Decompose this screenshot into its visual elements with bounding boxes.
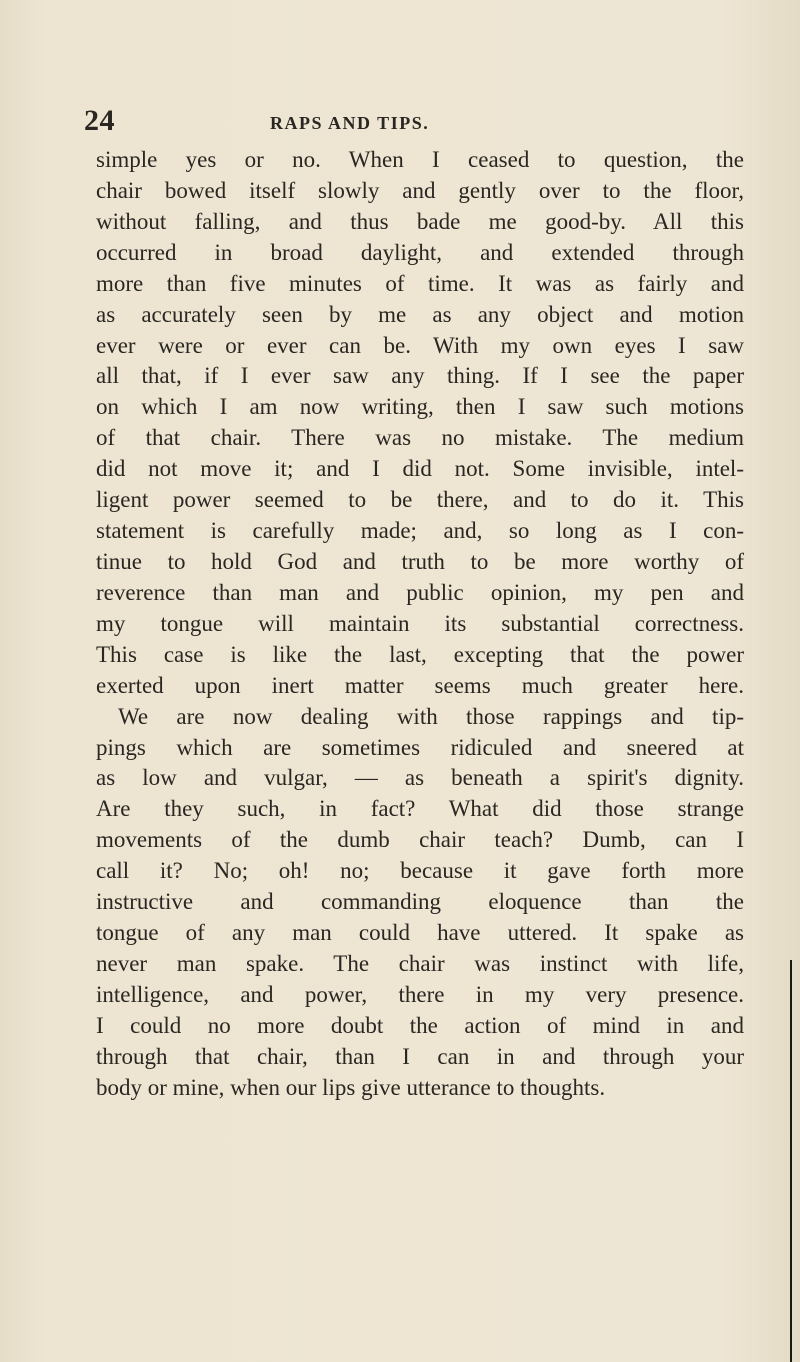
- page-header: [0, 104, 800, 144]
- text-line: movements of the dumb chair teach? Dumb, can I: [96, 827, 744, 853]
- text-line: Are they such, in fact? What did those strange: [96, 796, 744, 822]
- text-line: did not move it; and I did not. Some invisible, intel-: [96, 456, 744, 482]
- text-line: without falling, and thus bade me good-by. All this: [96, 208, 744, 234]
- text-line: exerted upon inert matter seems much greater here.: [96, 672, 744, 698]
- text-line: call it? No; oh! no; because it gave forth more: [96, 858, 744, 884]
- text-line: We are now dealing with those rappings and tip-: [118, 703, 744, 729]
- text-line: tongue of any man could have uttered. It spake as: [96, 920, 744, 946]
- text-line: pings which are sometimes ridiculed and sneered at: [96, 734, 744, 760]
- text-line: reverence than man and public opinion, my pen and: [96, 579, 744, 605]
- text-line: This case is like the last, excepting that the power: [96, 641, 744, 667]
- text-line: intelligence, and power, there in my very presence.: [96, 981, 744, 1007]
- text-line: instructive and commanding eloquence than the: [96, 889, 744, 915]
- text-line: occurred in broad daylight, and extended through: [96, 239, 744, 265]
- page-edge-line: [790, 960, 792, 1362]
- text-line: of that chair. There was no mistake. The medium: [96, 425, 744, 451]
- text-line: ligent power seemed to be there, and to do it. This: [96, 487, 744, 513]
- text-line: all that, if I ever saw any thing. If I see the paper: [96, 363, 744, 389]
- body-text: [96, 145, 744, 1104]
- text-line: as low and vulgar, — as beneath a spirit's dignity.: [96, 765, 744, 791]
- text-line: tinue to hold God and truth to be more worthy of: [96, 548, 744, 574]
- running-head: RAPS AND TIPS.: [270, 113, 430, 133]
- text-line: never man spake. The chair was instinct with life,: [96, 950, 744, 976]
- text-line: through that chair, than I can in and through your: [96, 1043, 744, 1069]
- text-line: on which I am now writing, then I saw such motions: [96, 394, 744, 420]
- text-line: simple yes or no. When I ceased to question, the: [96, 147, 744, 172]
- text-line: body or mine, when our lips give utterance to thoughts.: [96, 1074, 606, 1100]
- text-line: statement is carefully made; and, so long as I con-: [96, 518, 744, 544]
- page-number: 24: [84, 104, 115, 137]
- text-line: I could no more doubt the action of mind in and: [96, 1012, 744, 1038]
- text-line: as accurately seen by me as any object and motion: [96, 301, 744, 327]
- text-line: my tongue will maintain its substantial correctness.: [96, 610, 744, 636]
- text-line: more than five minutes of time. It was as fairly and: [96, 270, 744, 296]
- text-line: chair bowed itself slowly and gently over to the floor,: [96, 177, 744, 203]
- text-line: ever were or ever can be. With my own eyes I saw: [96, 332, 744, 358]
